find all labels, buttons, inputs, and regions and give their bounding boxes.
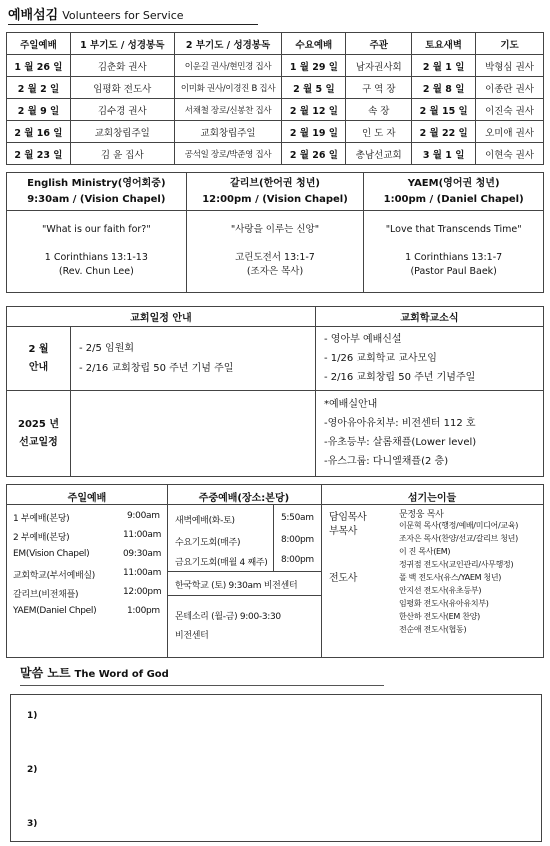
calendar-year-row <box>7 391 544 477</box>
ministry-english-sermon <box>7 211 187 293</box>
word-note-title <box>20 664 169 681</box>
table-cell: 2 월 19 일 <box>282 121 346 143</box>
table-cell: 총남선교회 <box>346 143 412 165</box>
sermon-title: "What is our faith for?" <box>41 224 151 235</box>
feb-label-line: 안내 <box>28 361 49 373</box>
ministry-time: 9:30am / (Vision Chapel) <box>27 193 166 205</box>
divider <box>167 595 321 596</box>
year-label <box>7 391 71 477</box>
school-news-header: 교회학교소식 <box>316 307 544 327</box>
list-item: - 2/16 교회창립 50 주년 기념 주일 <box>79 362 234 374</box>
col-wednesday: 수요예배 <box>282 33 346 55</box>
sunday-service-name: 2 부예배(본당) <box>13 533 70 543</box>
staff-role: 전도사 <box>329 573 358 584</box>
table-row <box>7 77 544 99</box>
divider <box>167 571 321 572</box>
ministry-galilee-header <box>186 173 364 211</box>
note-number: 1) <box>27 711 38 721</box>
montessori-time: 몬테소리 (월-금) 9:00-3:30 <box>175 612 281 622</box>
sermon-scripture: 고린도전서 13:1-7 <box>235 252 315 263</box>
weekday-service-time: 8:00pm <box>281 535 314 545</box>
table-cell: 2 월 12 일 <box>282 99 346 121</box>
staff-role: 담임목사 <box>329 512 367 523</box>
ministry-yaem-header <box>364 173 544 211</box>
table-cell: 1 월 29 일 <box>282 55 346 77</box>
weekday-worship-head: 주중예배(장소:본당) <box>198 493 290 504</box>
table-cell: 인 도 자 <box>346 121 412 143</box>
divider <box>321 485 322 657</box>
table-cell: 이미화 권사/이경진 B 집사 <box>174 77 282 99</box>
table-cell: 3 월 1 일 <box>412 143 476 165</box>
table-cell: 교회창립주일 <box>174 121 282 143</box>
montessori-place: 비전센터 <box>175 631 209 641</box>
col-first-prayer: 1 부기도 / 성경봉독 <box>70 33 174 55</box>
sunday-service-name: YAEM(Daniel Chpel) <box>13 606 97 616</box>
sunday-service-name: 1 부예배(본당) <box>13 514 70 524</box>
word-note-title-ko: 말씀 노트 <box>20 666 71 680</box>
weekday-service-time: 5:50am <box>281 513 314 523</box>
table-cell: 이현숙 권사 <box>476 143 544 165</box>
table-cell: 김춘화 권사 <box>70 55 174 77</box>
note-number: 2) <box>27 765 38 775</box>
table-cell: 이진숙 권사 <box>476 99 544 121</box>
year-label-line: 2025 년 <box>18 418 59 430</box>
table-cell: 2 월 16 일 <box>7 121 71 143</box>
table-cell: 박형심 권사 <box>476 55 544 77</box>
sermon-title: "사랑을 이루는 신앙" <box>230 224 320 235</box>
staff-member: 한산하 전도사(EM 찬양) <box>399 612 480 621</box>
weekday-service-name: 수요기도회(매주) <box>175 538 241 548</box>
staff-member: 이문혁 목사(행정/예배/미디어/교육) <box>399 521 519 530</box>
sunday-service-time: 1:00pm <box>127 606 160 616</box>
weekday-service-name: 새벽예배(화-토) <box>175 516 235 526</box>
service-table <box>6 32 544 165</box>
col-sunday: 주일예배 <box>7 33 71 55</box>
sermon-preacher: (Pastor Paul Baek) <box>410 266 497 277</box>
staff-member: 이 진 목사(EM) <box>399 547 451 556</box>
col-prayer: 기도 <box>476 33 544 55</box>
list-item: *예배실안내 <box>324 399 378 410</box>
table-cell: 2 월 15 일 <box>412 99 476 121</box>
staff-member: 폴 백 전도사(유스/YAEM 청년) <box>399 573 502 582</box>
table-cell: 2 월 1 일 <box>412 55 476 77</box>
table-row <box>7 99 544 121</box>
calendar-header: 교회일정 안내 <box>7 307 316 327</box>
staff-member: 정귀점 전도사(교인관리/사무행정) <box>399 560 514 569</box>
divider <box>7 504 543 505</box>
list-item: -유초등부: 살롬채플(Lower level) <box>324 437 477 448</box>
table-cell: 남자권사회 <box>346 55 412 77</box>
table-row <box>7 121 544 143</box>
sermon-scripture: 1 Corinthians 13:1-7 <box>405 252 503 263</box>
table-cell: 오미애 권사 <box>476 121 544 143</box>
list-item: - 1/26 교회학교 교사모임 <box>324 353 437 364</box>
header-title-ko: 예배섬김 <box>8 8 59 23</box>
table-cell: 교회창립주일 <box>70 121 174 143</box>
list-item: -영아유아유치부: 비전센터 112 호 <box>324 418 476 429</box>
staff-member: 문정웅 목사 <box>399 510 444 520</box>
ministry-time: 1:00pm / (Daniel Chapel) <box>383 193 524 205</box>
col-host: 주관 <box>346 33 412 55</box>
list-item: -유스그룹: 다니엘채플(2 층) <box>324 456 449 467</box>
divider <box>273 504 274 571</box>
sunday-service-time: 11:00am <box>123 568 162 578</box>
feb-items <box>71 327 316 391</box>
table-cell: 임평화 전도사 <box>70 77 174 99</box>
list-item: - 2/16 교회창립 50 주년 기념주일 <box>324 372 476 383</box>
weekday-service-name: 금요기도회(매월 4 째주) <box>175 558 268 568</box>
col-saturday: 토요새벽 <box>412 33 476 55</box>
sermon-scripture: 1 Corinthians 13:1-13 <box>44 252 148 263</box>
table-cell: 2 월 23 일 <box>7 143 71 165</box>
worship-section <box>6 484 544 658</box>
sunday-service-time: 09:30am <box>123 549 162 559</box>
ministry-galilee-sermon <box>186 211 364 293</box>
ministry-name: YAEM(영어권 청년) <box>407 177 500 189</box>
table-cell: 2 월 2 일 <box>7 77 71 99</box>
word-note-box[interactable] <box>10 694 542 842</box>
sermon-preacher: (조자은 목사) <box>246 266 304 277</box>
ministry-header-row <box>7 173 544 211</box>
table-row <box>7 143 544 165</box>
staff-member: 전순애 전도사(협동) <box>399 625 467 634</box>
table-cell: 2 월 26 일 <box>282 143 346 165</box>
header-title-en: Volunteers for Service <box>62 9 184 22</box>
ministry-english-header <box>7 173 187 211</box>
table-cell: 2 월 8 일 <box>412 77 476 99</box>
ministry-name: 갈리브(한어권 청년) <box>230 177 320 189</box>
table-cell: 서채철 장로/신봉찬 집사 <box>174 99 282 121</box>
staff-member: 조자은 목사(찬양/선교/갈리브 청년) <box>399 534 518 543</box>
ministry-table <box>6 172 544 293</box>
calendar-header-row <box>7 307 544 327</box>
table-cell: 2 월 22 일 <box>412 121 476 143</box>
table-cell: 구 역 장 <box>346 77 412 99</box>
list-item: - 2/5 임원회 <box>79 342 135 354</box>
calendar-feb-row <box>7 327 544 391</box>
staff-member: 안지선 전도사(유초등부) <box>399 586 482 595</box>
table-row <box>7 55 544 77</box>
year-label-line: 선교일정 <box>19 436 58 448</box>
table-cell: 김 윤 집사 <box>70 143 174 165</box>
word-note-underline <box>20 685 384 686</box>
sunday-service-name: 갈리브(비전채플) <box>13 590 79 600</box>
service-table-header <box>7 33 544 55</box>
table-cell: 이운길 권사/현민경 집사 <box>174 55 282 77</box>
word-note-title-en: The Word of God <box>74 669 169 680</box>
sunday-service-name: 교회학교(부서예배실) <box>13 571 95 581</box>
header-underline <box>8 24 258 25</box>
table-cell: 김수경 권사 <box>70 99 174 121</box>
table-cell: 이종란 권사 <box>476 77 544 99</box>
sunday-service-name: EM(Vision Chapel) <box>13 549 90 559</box>
sermon-title: "Love that Transcends Time" <box>385 224 522 235</box>
staff-role: 부목사 <box>329 526 358 537</box>
feb-label <box>7 327 71 391</box>
page-header <box>8 4 184 23</box>
sunday-service-time: 11:00am <box>123 530 162 540</box>
sunday-worship-head: 주일예배 <box>67 493 107 504</box>
table-cell: 2 월 9 일 <box>7 99 71 121</box>
table-cell: 속 장 <box>346 99 412 121</box>
table-cell: 2 월 5 일 <box>282 77 346 99</box>
note-number: 3) <box>27 819 38 829</box>
sermon-preacher: (Rev. Chun Lee) <box>58 266 134 277</box>
korean-school: 한국학교 (토) 9:30am 비전센터 <box>175 581 298 591</box>
sunday-service-time: 9:00am <box>127 511 160 521</box>
calendar-table <box>6 306 544 477</box>
school-items <box>316 327 544 391</box>
table-cell: 1 월 26 일 <box>7 55 71 77</box>
staff-head: 섬기는이들 <box>407 493 457 504</box>
weekday-service-time: 8:00pm <box>281 555 314 565</box>
feb-label-line: 2 월 <box>28 343 49 355</box>
ministry-time: 12:00pm / (Vision Chapel) <box>202 193 348 205</box>
table-cell: 공석일 장로/박준영 집사 <box>174 143 282 165</box>
col-second-prayer: 2 부기도 / 성경봉독 <box>174 33 282 55</box>
year-items <box>71 391 316 477</box>
ministry-name: English Ministry(영어회중) <box>27 177 166 189</box>
ministry-sermon-row <box>7 211 544 293</box>
sunday-service-time: 12:00pm <box>123 587 162 597</box>
staff-member: 임평화 전도사(유아유치부) <box>399 599 489 608</box>
list-item: - 영아부 예배신설 <box>324 334 402 345</box>
ministry-yaem-sermon <box>364 211 544 293</box>
room-items <box>316 391 544 477</box>
